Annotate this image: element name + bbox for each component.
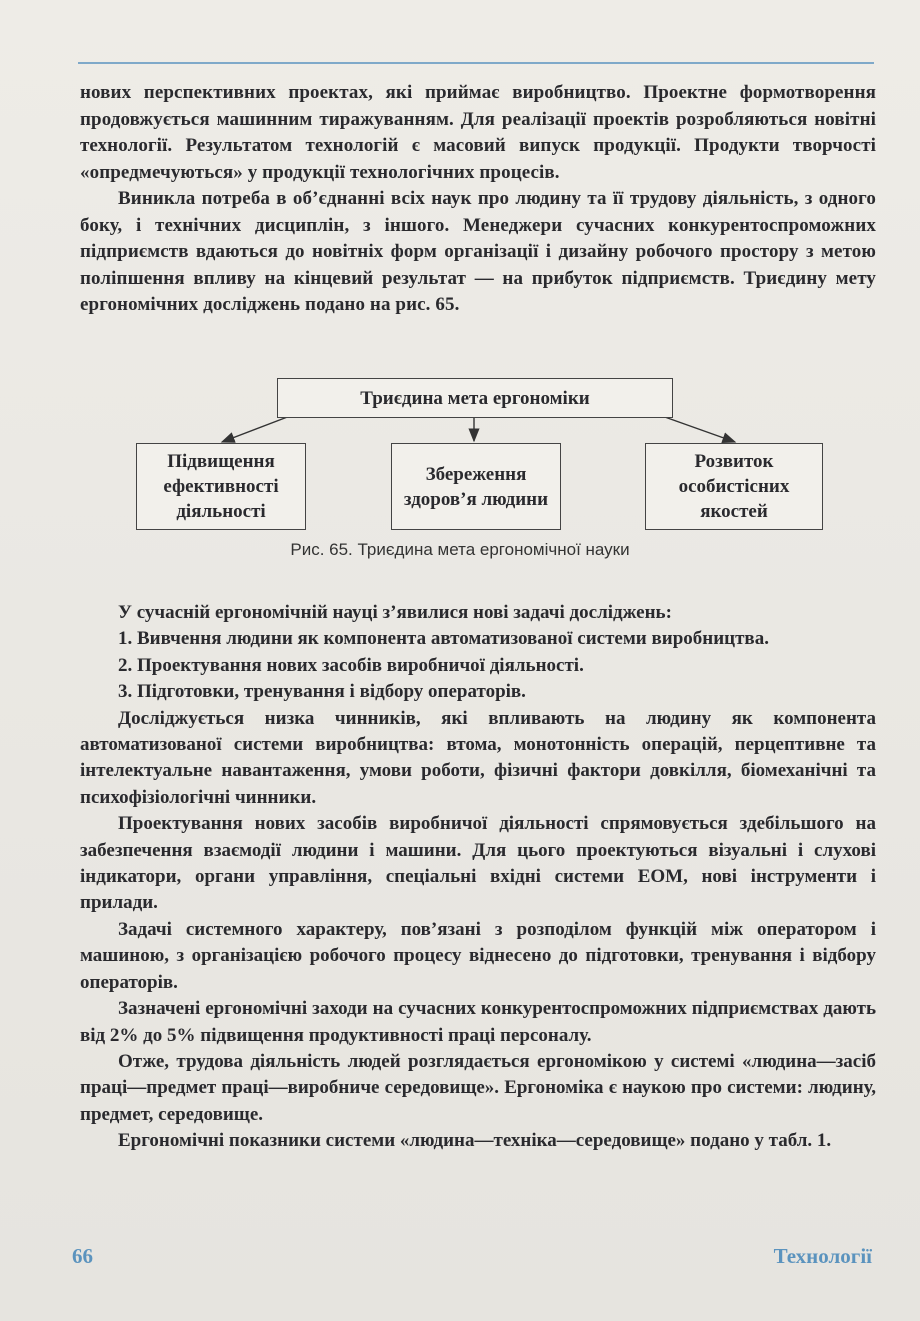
diagram-root-box: Триєдина мета ергономіки <box>277 378 673 418</box>
list-item: 1. Вивчення людини як компонента автоматизованої системи виробництва. <box>118 628 769 650</box>
text-block-bottom <box>80 600 876 1155</box>
list-item: 3. Підготовки, тренування і відбору операторів. <box>118 681 526 703</box>
paragraph: У сучасній ергономічній науці з’явилися нові задачі досліджень: <box>118 602 672 623</box>
top-rule <box>78 62 874 64</box>
paragraph: Ергономічні показники системи «людина—техніка—середовище» подано у табл. 1. <box>118 1130 832 1152</box>
figure-caption: Рис. 65. Триєдина мета ергономічної науки <box>290 540 630 559</box>
paragraph: Виникла потреба в об’єднанні всіх наук про людину та її трудову діяльність, з одного боку, і технічних дисциплін, з іншого. Менеджери сучасних конкурентоспроможних підприємств вдаються до новітніх форм організації і дизайну робочого простору з метою поліпшення впливу на кінцевий результат — на прибуток підприємств. Триєдину мету ергономічних досліджень подано на рис. 65. <box>80 188 876 315</box>
figure-65 <box>0 372 920 572</box>
running-title: Технології <box>773 1244 872 1268</box>
arrow-left <box>222 416 290 442</box>
text-block-top <box>80 80 876 319</box>
diagram-child-box: Підвищення ефективності діяльності <box>136 443 306 530</box>
arrow-right <box>662 416 735 442</box>
paragraph: Задачі системного характеру, пов’язані з розподілом функцій між оператором і машиною, з організацією робочого процесу віднесено до підготовки, тренування і відбору операторів. <box>80 918 876 993</box>
diagram-child-box: Розвиток особистісних якостей <box>645 443 823 530</box>
paragraph: Зазначені ергономічні заходи на сучасних конкурентоспроможних підприємствах дають від 2% до 5% підвищення продуктивності праці персоналу. <box>80 998 876 1046</box>
paragraph: Досліджується низка чинників, які впливають на людину як компонента автоматизованої системи виробництва: втома, монотонність операцій, перцептивне та інтелектуальне навантаження, умови роботи, фізичні фактори довкілля, біомеханічні та психофізіологічні чинники. <box>80 707 876 808</box>
paragraph: Отже, трудова діяльність людей розглядається ергономікою у системі «людина—засіб праці—предмет праці—виробниче середовище». Ергономіка є наукою про системи: людину, предмет, середовище. <box>80 1050 876 1125</box>
diagram-child-box: Збереження здоров’я людини <box>391 443 561 530</box>
paragraph: Проектування нових засобів виробничої діяльності спрямовується здебільшого на забезпечення взаємодії людини і машини. Для цього проектуються візуальні і слухові індикатори, органи управління, спеціальні вхідні системи ЕОМ, нові інструменти і прилади. <box>80 813 876 914</box>
paragraph: нових перспективних проектах, які приймає виробництво. Проектне формотворення продовжується машинним тиражуванням. Для реалізації проектів розробляються новітні технології. Результатом технологій є масовий випуск продукції. Продукти творчості «опредмечуються» у продукції технологічних процесів. <box>80 82 876 183</box>
list-item: 2. Проектування нових засобів виробничої діяльності. <box>118 654 584 676</box>
page-number: 66 <box>72 1244 93 1268</box>
